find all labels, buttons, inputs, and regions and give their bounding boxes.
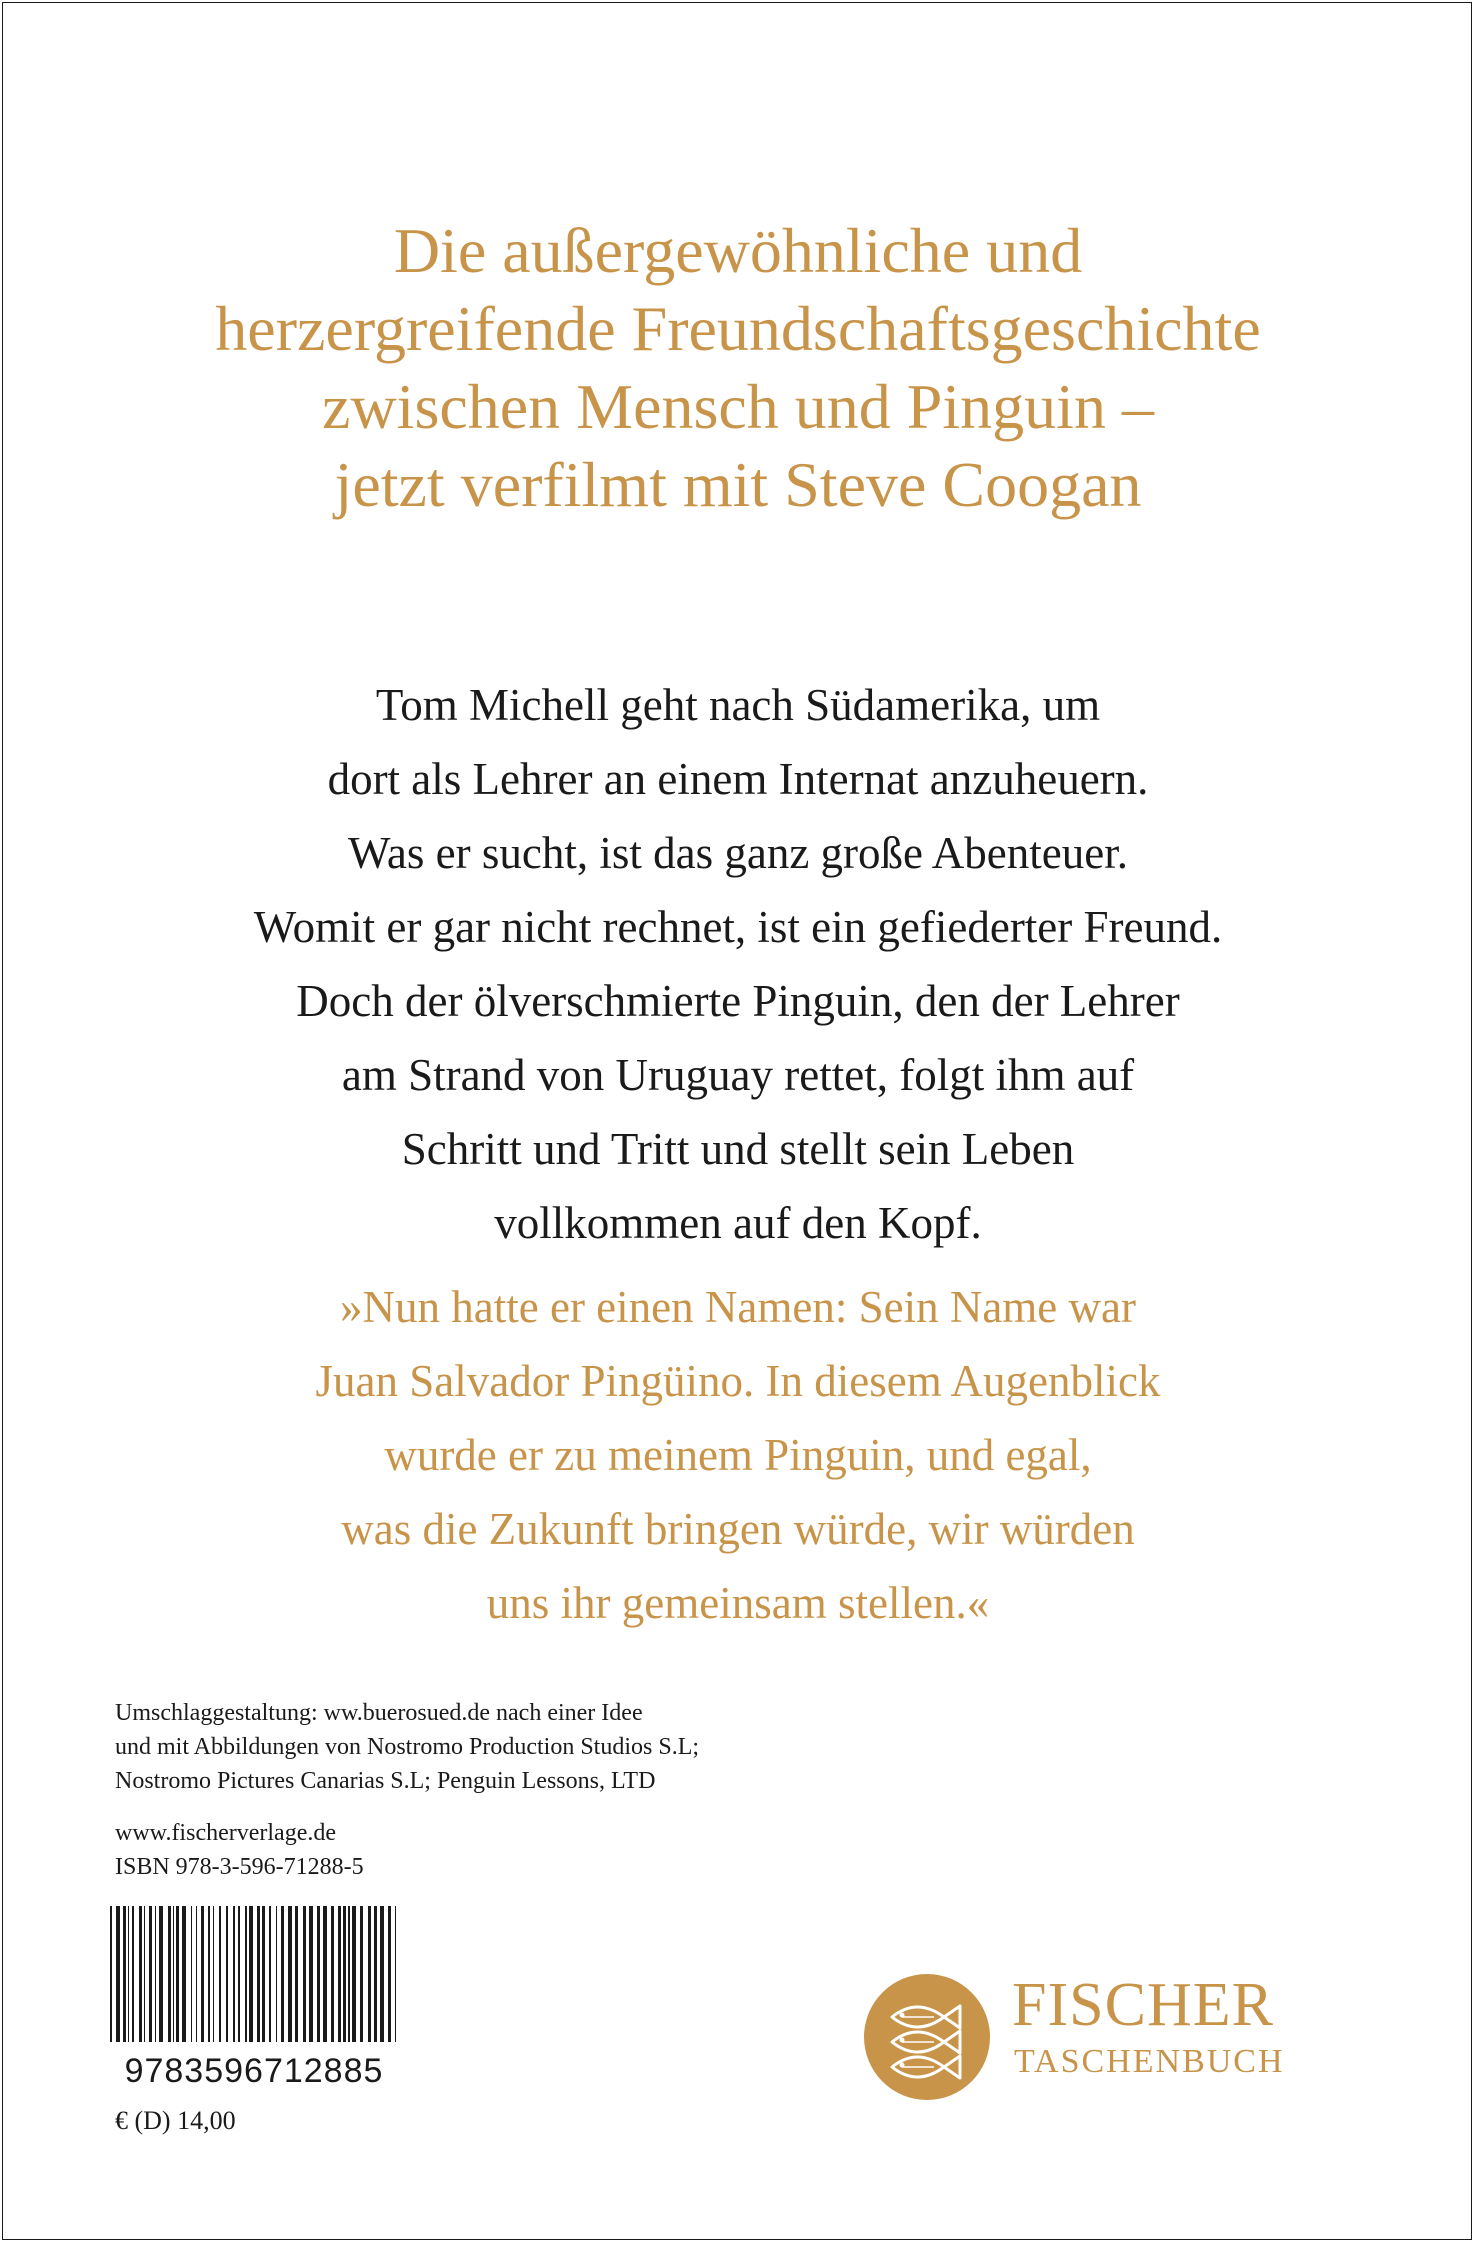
blurb — [100, 668, 1376, 1260]
barcode-bar — [309, 1906, 313, 2042]
barcode-bar — [139, 1906, 142, 2042]
barcode-bar — [303, 1906, 306, 2042]
barcode-bar — [257, 1906, 260, 2042]
blurb-line: Doch der ölverschmierte Pinguin, den der Lehrer — [296, 976, 1180, 1026]
barcode-bar — [269, 1906, 271, 2042]
blurb-line: vollkommen auf den Kopf. — [494, 1198, 982, 1248]
barcode-bar — [348, 1906, 350, 2042]
barcode-bar — [317, 1906, 320, 2042]
barcode-bar — [173, 1906, 174, 2042]
barcode — [104, 1906, 404, 2086]
credits-line: und mit Abbildungen von Nostromo Production Studios S.L; — [115, 1734, 700, 1760]
barcode-bar — [343, 1906, 346, 2042]
logo-subtitle: TASCHENBUCH — [1014, 2043, 1285, 2080]
barcode-bar — [110, 1906, 112, 2042]
barcode-bar — [213, 1906, 214, 2042]
barcode-bar — [116, 1906, 120, 2042]
blurb-line: am Strand von Uruguay rettet, folgt ihm auf — [341, 1050, 1135, 1100]
barcode-bar — [128, 1906, 129, 2042]
quote-line: wurde er zu meinem Pinguin, und egal, — [384, 1430, 1092, 1480]
barcode-bar — [201, 1906, 204, 2042]
quote-line: uns ihr gemeinsam stellen.« — [486, 1578, 990, 1628]
barcode-bar — [219, 1906, 221, 2042]
barcode-bar — [374, 1906, 377, 2042]
barcode-bar — [191, 1906, 192, 2042]
quote-line: Juan Salvador Pingüino. In diesem Augenblick — [315, 1356, 1161, 1406]
isbn-text: ISBN 978-3-596-71288-5 — [115, 1854, 364, 1880]
blurb-line: Was er sucht, ist das ganz große Abenteuer. — [348, 828, 1128, 878]
barcode-bar — [245, 1906, 247, 2042]
barcode-bar — [331, 1906, 334, 2042]
headline — [100, 212, 1376, 524]
barcode-bar — [262, 1906, 265, 2042]
barcode-bar — [295, 1906, 298, 2042]
barcode-bar — [208, 1906, 210, 2042]
barcode-bar — [338, 1906, 341, 2042]
quote-line: was die Zukunft bringen würde, wir würden — [341, 1504, 1135, 1554]
barcode-bars — [110, 1906, 396, 2042]
quote-line: »Nun hatte er einen Namen: Sein Name war — [340, 1282, 1136, 1332]
blurb-line: Womit er gar nicht rechnet, ist ein gefiederter Freund. — [253, 902, 1223, 952]
barcode-bar — [176, 1906, 179, 2042]
barcode-bar — [360, 1906, 363, 2042]
barcode-bar — [233, 1906, 235, 2042]
blurb-line: Tom Michell geht nach Südamerika, um — [375, 680, 1101, 730]
barcode-bar — [123, 1906, 126, 2042]
blurb-line: dort als Lehrer an einem Internat anzuheuern. — [327, 754, 1149, 804]
barcode-bar — [226, 1906, 228, 2042]
price: € (D) 14,00 — [115, 2106, 236, 2135]
barcode-bar — [276, 1906, 277, 2042]
blurb-line: Schritt und Tritt und stellt sein Leben — [401, 1124, 1075, 1174]
publisher-logo — [862, 1972, 1362, 2102]
barcode-digits: 9783596712885 — [124, 2052, 384, 2086]
headline-line: zwischen Mensch und Pinguin – — [322, 371, 1154, 442]
publisher-website[interactable]: www.fischerverlage.de — [115, 1820, 337, 1846]
barcode-bar — [380, 1906, 384, 2042]
barcode-bar — [155, 1906, 156, 2042]
headline-line: jetzt verfilmt mit Steve Coogan — [334, 449, 1142, 520]
barcode-bar — [159, 1906, 163, 2042]
barcode-bar — [281, 1906, 284, 2042]
barcode-bar — [395, 1906, 396, 2042]
credits-line: Umschlaggestaltung: ww.buerosued.de nach einer Idee — [115, 1700, 643, 1726]
barcode-bar — [249, 1906, 253, 2042]
headline-line: herzergreifende Freundschaftsgeschichte — [215, 293, 1261, 364]
barcode-bar — [352, 1906, 356, 2042]
barcode-bar — [149, 1906, 152, 2042]
credits-line: Nostromo Pictures Canarias S.L; Penguin Lessons, LTD — [115, 1768, 656, 1794]
barcode-bar — [388, 1906, 391, 2042]
barcode-bar — [288, 1906, 292, 2042]
barcode-bar — [238, 1906, 240, 2042]
three-fish-icon — [862, 1972, 992, 2102]
publisher-info — [115, 1816, 364, 1884]
quote — [100, 1270, 1376, 1640]
logo-name: FISCHER — [1012, 1971, 1274, 2039]
barcode-bar — [368, 1906, 371, 2042]
barcode-bar — [196, 1906, 197, 2042]
barcode-bar — [323, 1906, 327, 2042]
barcode-bar — [132, 1906, 134, 2042]
headline-line: Die außergewöhnliche und — [393, 215, 1083, 286]
barcode-bar — [144, 1906, 145, 2042]
barcode-bar — [168, 1906, 171, 2042]
cover-credits — [115, 1696, 699, 1798]
barcode-bar — [182, 1906, 186, 2042]
